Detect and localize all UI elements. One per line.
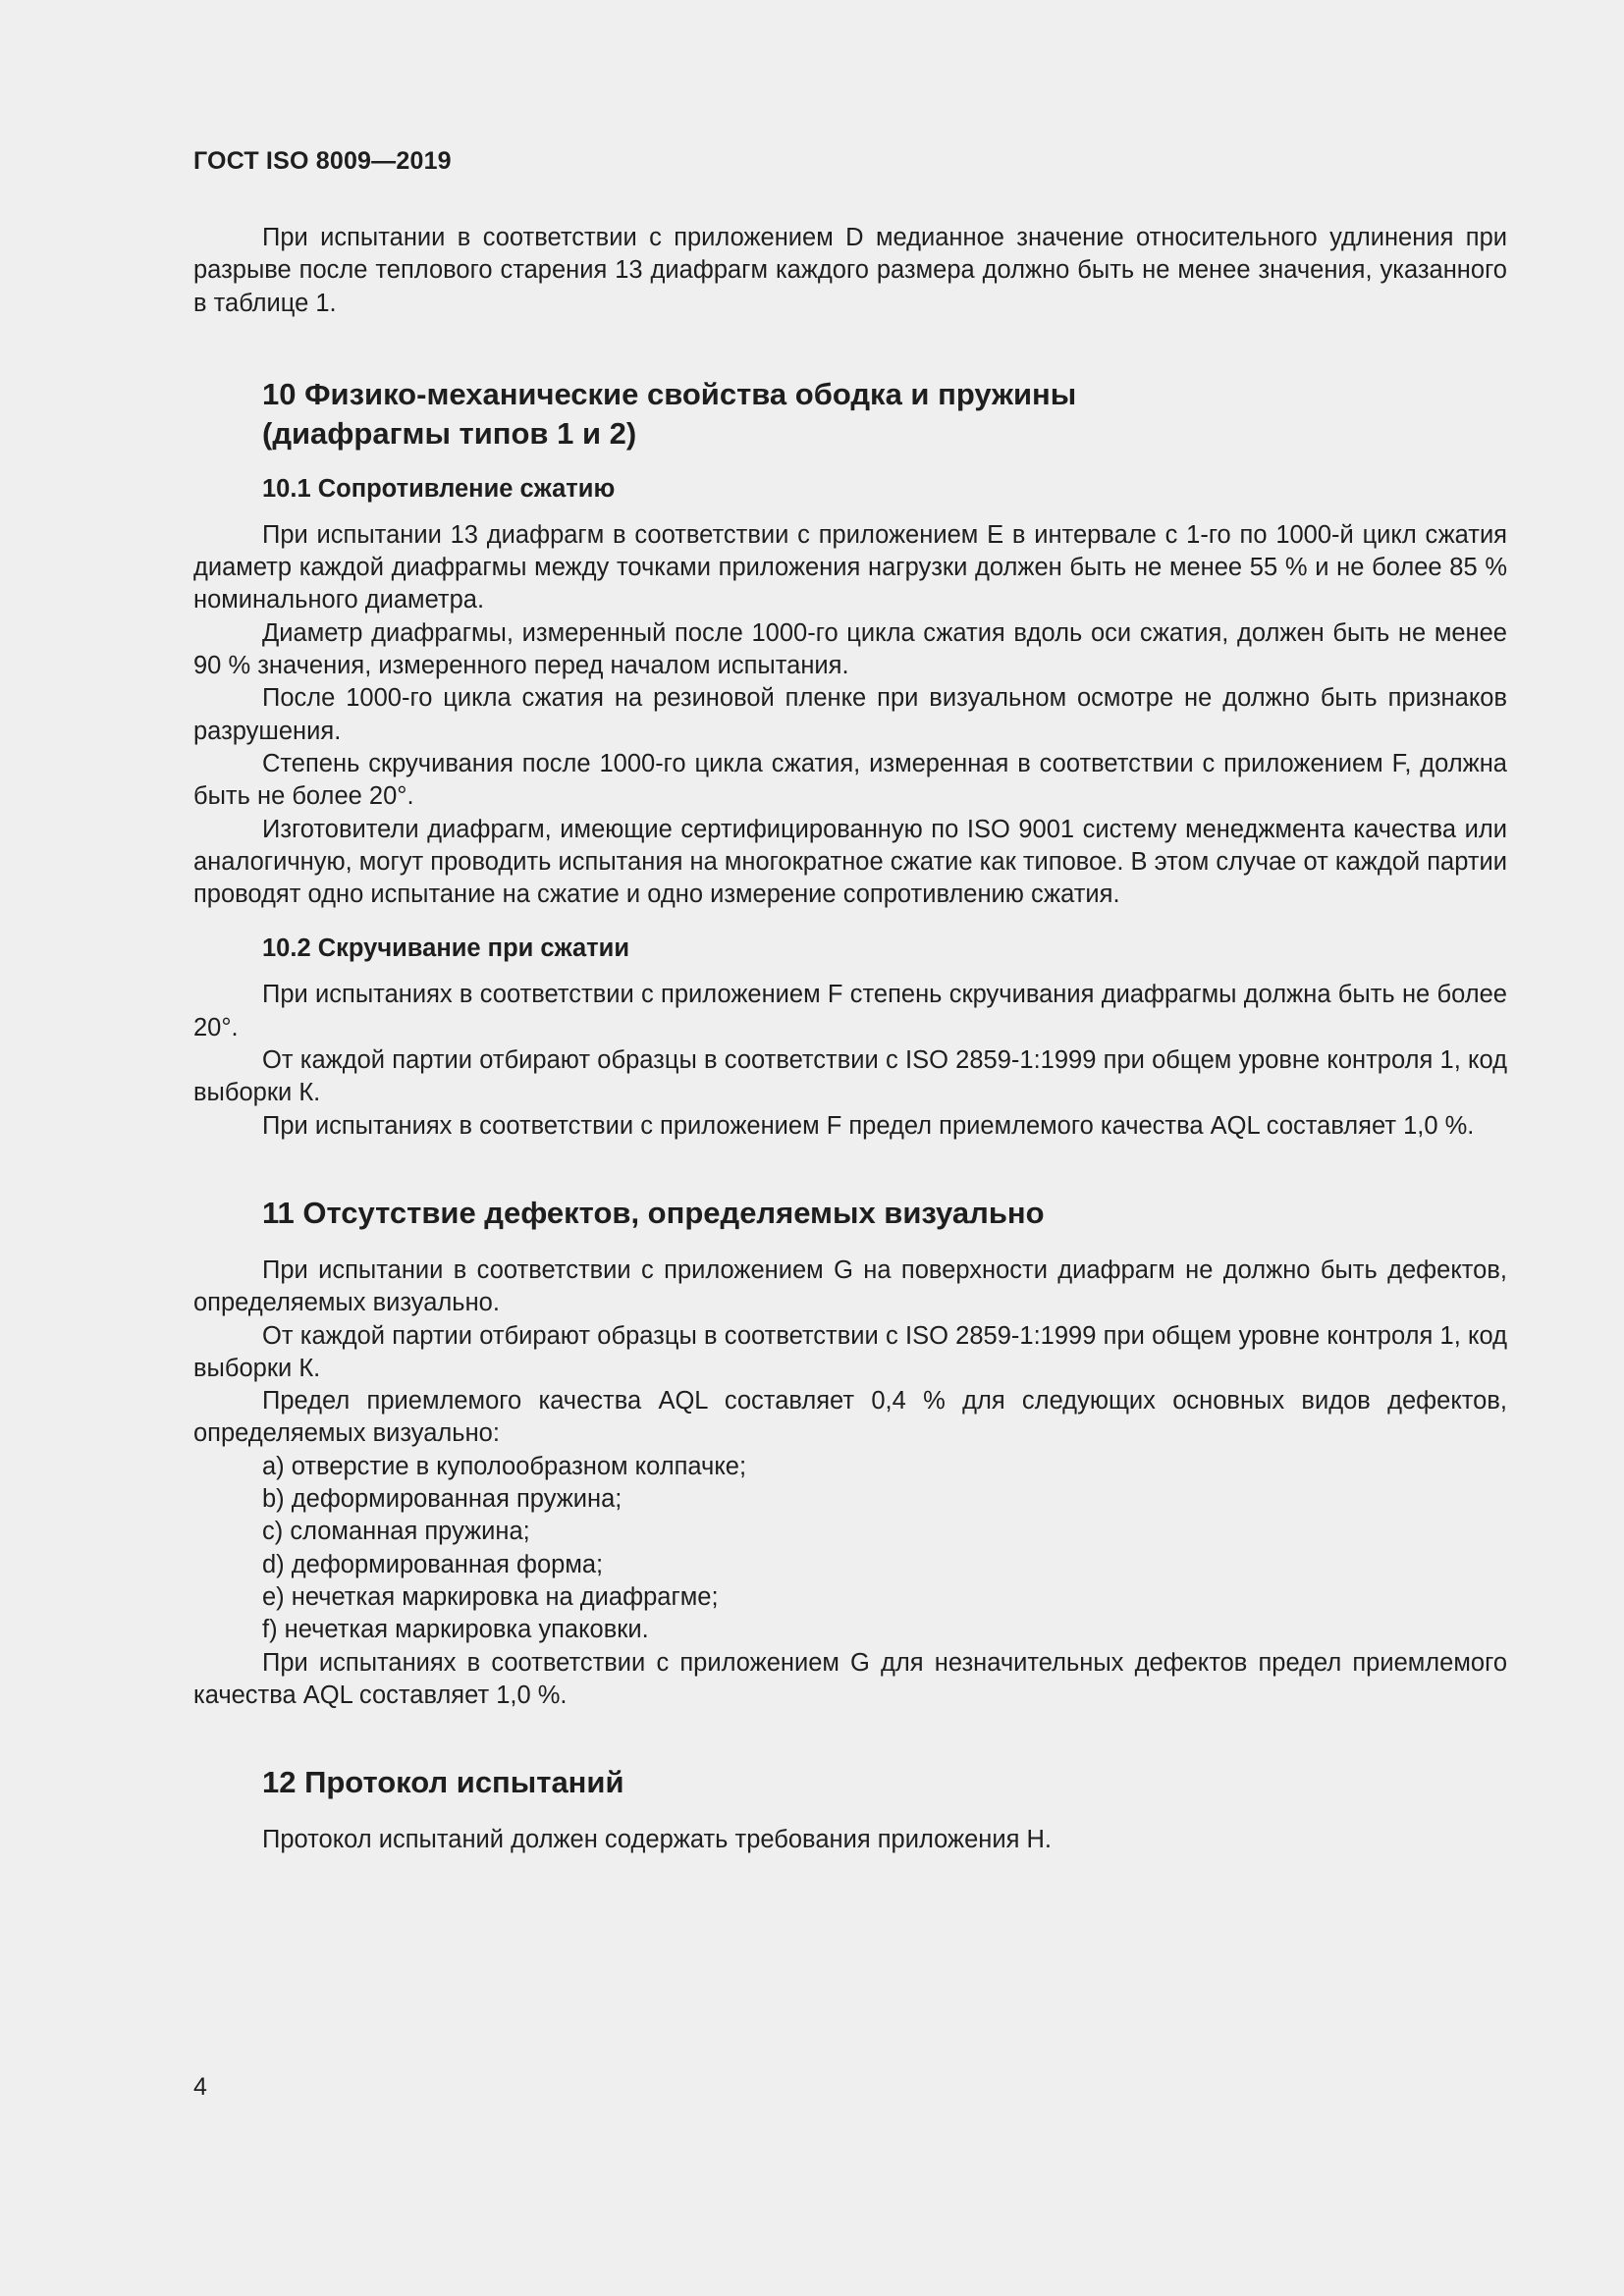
section-10-title-line1: 10 Физико-механические свойства ободка и пружины — [262, 376, 1077, 411]
defect-list-item: c) сломанная пружина; — [262, 1518, 530, 1546]
section-11-title: 11 Отсутствие дефектов, определяемых визуально — [262, 1195, 1045, 1230]
section-10-1-p5: Изготовители диафрагм, имеющие сертифицированную по ISO 9001 систему менеджмента качества или аналогичную, могут проводить испытания на многократное сжатие как типовое. В этом случае от каждой партии проводят одно испытание на сжатие и одно измерение сопротивлению сжатия. — [193, 815, 1507, 909]
section-10-2-p3: При испытаниях в соответствии с приложением F предел приемлемого качества AQL составляет 1,0 %. — [262, 1111, 1475, 1140]
section-10-1-p4: Степень скручивания после 1000-го цикла сжатия, измеренная в соответствии с приложением F, должна быть не более 20°. — [193, 749, 1507, 811]
section-11-p3: Предел приемлемого качества AQL составляет 0,4 % для следующих основных видов дефектов, определяемых визуально: — [193, 1387, 1507, 1448]
page-number: 4 — [193, 2073, 207, 2101]
section-11-p1: При испытании в соответствии с приложением G на поверхности диафрагм не должно быть дефектов, определяемых визуально. — [193, 1255, 1507, 1317]
document-page — [193, 147, 1507, 1856]
section-11-p4: При испытаниях в соответствии с приложением G для незначительных дефектов предел приемлемого качества AQL составляет 1,0 %. — [193, 1648, 1507, 1709]
section-10-1-p2: Диаметр диафрагмы, измеренный после 1000-го цикла сжатия вдоль оси сжатия, должен быть не менее 90 % значения, измеренного перед началом испытания. — [193, 618, 1507, 680]
defect-list-item: e) нечеткая маркировка на диафрагме; — [262, 1582, 719, 1611]
document-header: ГОСТ ISO 8009—2019 — [193, 147, 452, 175]
defect-list-item: a) отверстие в куполообразном колпачке; — [262, 1452, 747, 1480]
section-10-1-title: 10.1 Сопротивление сжатию — [262, 474, 616, 503]
section-12-p1: Протокол испытаний должен содержать требования приложения Н. — [262, 1826, 1052, 1854]
section-10-2-p2: От каждой партии отбирают образцы в соответствии с ISO 2859-1:1999 при общем уровне контроля 1, код выборки К. — [193, 1046, 1507, 1107]
section-10-2-p1: При испытаниях в соответствии с приложением F степень скручивания диафрагмы должна быть не более 20°. — [193, 981, 1507, 1041]
section-10-1-p1: При испытании 13 диафрагм в соответствии с приложением Е в интервале с 1-го по 1000-й цикл сжатия диаметр каждой диафрагмы между точками приложения нагрузки должен быть не менее 55 % и не более 85 % номинального диаметра. — [193, 520, 1507, 614]
section-10-1-p3: После 1000-го цикла сжатия на резиновой пленке при визуальном осмотре не должно быть признаков разрушения. — [193, 684, 1507, 745]
intro-paragraph: При испытании в соответствии с приложением D медианное значение относительного удлинения при разрыве после теплового старения 13 диафрагм каждого размера должно быть не менее значения, указанного в таблице 1. — [193, 224, 1507, 317]
section-12-title: 12 Протокол испытаний — [262, 1765, 624, 1800]
defect-list-item: d) деформированная форма; — [262, 1550, 604, 1578]
section-10-title — [193, 375, 1507, 454]
defect-list-item: b) деформированная пружина; — [262, 1485, 623, 1514]
section-10-2-title: 10.2 Скручивание при сжатии — [262, 934, 629, 963]
section-11-p2: От каждой партии отбирают образцы в соответствии с ISO 2859-1:1999 при общем уровне контроля 1, код выборки К. — [193, 1321, 1507, 1382]
section-10-title-line2: (диафрагмы типов 1 и 2) — [262, 415, 637, 451]
defect-list-item: f) нечеткая маркировка упаковки. — [262, 1616, 649, 1644]
